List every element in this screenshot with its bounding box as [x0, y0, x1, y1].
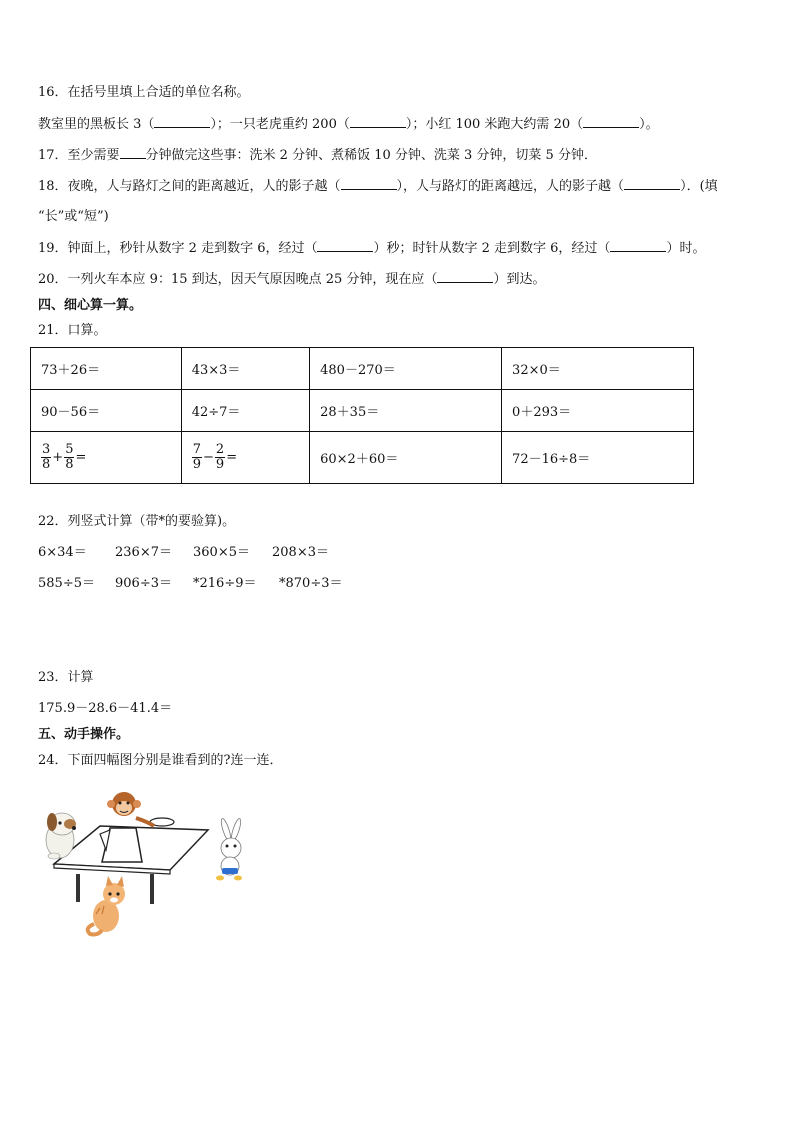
- q19-part-a: 19．钟面上，秒针从数字 2 走到数字 6，经过（: [38, 241, 318, 256]
- table-cell: 72－16÷8＝: [502, 432, 694, 484]
- table-row: [31, 432, 694, 484]
- section-5-heading: 五、动手操作。: [38, 727, 130, 742]
- rabbit-icon: [216, 818, 243, 881]
- table-cell-fraction: [181, 432, 309, 484]
- numerator: 2: [215, 442, 225, 457]
- numerator: 7: [192, 442, 201, 457]
- table-row: [31, 390, 694, 432]
- table-cell: 73＋26＝: [31, 348, 182, 390]
- q22-row-1: [38, 544, 329, 562]
- denominator: 9: [215, 457, 225, 472]
- q16-blank-1[interactable]: [154, 115, 210, 128]
- q17-pre: 17．至少需要: [38, 148, 120, 163]
- q18-blank-2[interactable]: [624, 177, 680, 190]
- q20: [38, 270, 545, 289]
- list-item: *216÷9＝: [193, 576, 257, 591]
- list-item: 585÷5＝: [38, 576, 95, 591]
- list-item: 6×34＝: [38, 545, 87, 560]
- table-cell: 42÷7＝: [181, 390, 309, 432]
- cat-icon: [88, 876, 125, 935]
- table-leg: [150, 874, 154, 904]
- table-cell: 0＋293＝: [502, 390, 694, 432]
- operator: +: [52, 450, 64, 465]
- list-item: 208×3＝: [272, 545, 329, 560]
- q23-title: 23．计算: [38, 670, 94, 685]
- q21-calc-table: [30, 347, 694, 484]
- list-item: 360×5＝: [193, 545, 250, 560]
- q19: [38, 239, 705, 258]
- operator: −: [203, 450, 214, 465]
- q18-part-c: ）．(填: [680, 179, 718, 194]
- numerator: 5: [65, 442, 74, 457]
- list-item: 906÷3＝: [115, 576, 172, 591]
- q19-part-b: ）秒；时针从数字 2 走到数字 6，经过（: [373, 241, 611, 256]
- denominator: 8: [65, 457, 74, 472]
- q16-part-c: ）；小红 100 米跑大约需 20（: [405, 117, 584, 132]
- table-cell: 28＋35＝: [310, 390, 502, 432]
- q16-part-d: ）。: [639, 117, 659, 132]
- fraction: [41, 443, 51, 472]
- q17-post: 分钟做完这些事：洗米 2 分钟、煮稀饭 10 分钟、洗菜 3 分钟，切菜 5 分钟．: [145, 148, 597, 163]
- q18: [38, 177, 718, 196]
- equals-sign: =: [226, 450, 238, 465]
- fraction: [64, 443, 74, 472]
- q19-part-c: ）时。: [666, 241, 706, 256]
- equals-sign: =: [75, 450, 87, 465]
- q18-part-a: 18．夜晚，人与路灯之间的距离越近，人的影子越（: [38, 179, 341, 194]
- section-4-heading: 四、细心算一算。: [38, 298, 143, 313]
- table-cell: 32×0＝: [502, 348, 694, 390]
- q23-expression: 175.9－28.6－41.4＝: [38, 701, 173, 716]
- table-leg: [76, 874, 80, 902]
- q18-line2: “长”或“短”): [38, 209, 109, 224]
- q16-blank-2[interactable]: [350, 115, 406, 128]
- fraction: [215, 443, 225, 472]
- q22-title: 22．列竖式计算（带*的要验算)。: [38, 514, 236, 529]
- q19-blank-2[interactable]: [610, 239, 666, 252]
- q20-part-a: 20．一列火车本应 9：15 到达，因天气原因晚点 25 分钟，现在应（: [38, 272, 438, 287]
- q16-body: [38, 115, 659, 134]
- fraction: [192, 443, 202, 472]
- table-cell: 480－270＝: [310, 348, 502, 390]
- q18-blank-1[interactable]: [341, 177, 397, 190]
- q17: [38, 146, 597, 165]
- list-item: *870÷3＝: [279, 576, 343, 591]
- q18-part-b: ），人与路灯的距离越远，人的影子越（: [396, 179, 625, 194]
- denominator: 8: [42, 457, 51, 472]
- list-item: 236×7＝: [115, 545, 172, 560]
- q16-part-b: ）；一只老虎重约 200（: [210, 117, 350, 132]
- table-cell: 43×3＝: [181, 348, 309, 390]
- q16-blank-3[interactable]: [583, 115, 639, 128]
- table-row: [31, 348, 694, 390]
- q16-part-a: 教室里的黑板长 3（: [38, 117, 155, 132]
- monkey-icon: [107, 792, 154, 826]
- q21-title: 21．口算。: [38, 323, 107, 338]
- numerator: 3: [42, 442, 51, 457]
- q20-blank[interactable]: [437, 270, 493, 283]
- table-cell-fraction: [31, 432, 182, 484]
- table-cell: 90－56＝: [31, 390, 182, 432]
- q17-blank[interactable]: [120, 146, 146, 159]
- q20-part-b: ）到达。: [493, 272, 546, 287]
- denominator: 9: [192, 457, 201, 472]
- q19-blank-1[interactable]: [317, 239, 373, 252]
- q16-title: 16．在括号里填上合适的单位名称。: [38, 85, 250, 100]
- animals-around-table-illustration: [40, 788, 260, 938]
- q24-title: 24．下面四幅图分别是谁看到的?连一连．: [38, 753, 283, 768]
- q22-row-2: [38, 575, 342, 593]
- table-cell: 60×2＋60＝: [310, 432, 502, 484]
